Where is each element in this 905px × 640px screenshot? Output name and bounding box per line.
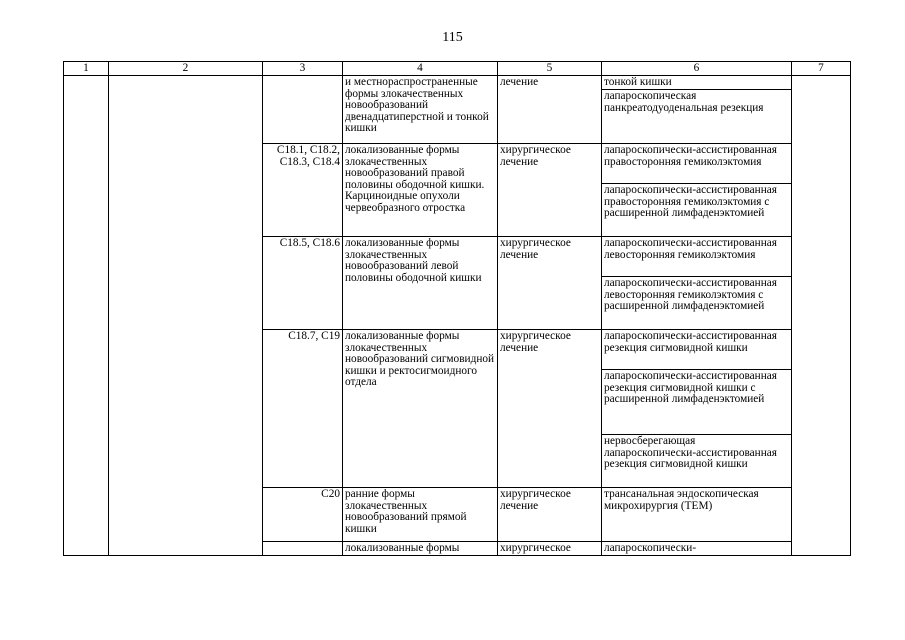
cell-method: лапароскопически-: [602, 542, 792, 556]
cell-treatment: хирургическое лечение: [498, 237, 602, 330]
cell-col7: [792, 76, 851, 556]
cell-treatment: хирургическое лечение: [498, 330, 602, 488]
column-number: 1: [64, 62, 109, 76]
cell-form: и местнораспространенные формы злокачественных новообразований двенадцатиперстной и тонкой кишки: [343, 76, 498, 144]
cell-method: нервосберегающая лапароскопически-ассистированная резекция сигмовидной кишки: [602, 435, 792, 488]
cell-form: локализованные формы: [343, 542, 498, 556]
cell-col2: [109, 76, 263, 556]
cell-codes: C18.7, C19: [263, 330, 343, 488]
cell-form: локализованные формы злокачественных новообразований сигмовидной кишки и ректосигмоидного отдела: [343, 330, 498, 488]
column-number: 4: [343, 62, 498, 76]
page-number: 115: [442, 30, 463, 45]
cell-treatment: хирургическое лечение: [498, 144, 602, 237]
cell-form: локализованные формы злокачественных новообразований правой половины ободочной кишки. Карциноидные опухоли червеобразного отростка: [343, 144, 498, 237]
cell-method: лапароскопическая панкреатодуоденальная резекция: [602, 90, 792, 144]
column-number: 6: [602, 62, 792, 76]
cell-method: лапароскопически-ассистированная резекция сигмовидной кишки с расширенной лимфаденэктомией: [602, 370, 792, 435]
cell-treatment: лечение: [498, 76, 602, 144]
cell-method: лапароскопически-ассистированная левосторонняя гемиколэктомия: [602, 237, 792, 277]
cell-treatment: хирургическое лечение: [498, 488, 602, 542]
column-number: 3: [263, 62, 343, 76]
cell-form: ранние формы злокачественных новообразований прямой кишки: [343, 488, 498, 542]
cell-method: лапароскопически-ассистированная резекция сигмовидной кишки: [602, 330, 792, 370]
cell-method: лапароскопически-ассистированная правосторонняя гемиколэктомия с расширенной лимфаденэктомией: [602, 184, 792, 237]
column-number-row: [64, 62, 851, 76]
cell-method: трансанальная эндоскопическая микрохирургия (ТЕМ): [602, 488, 792, 542]
column-number: 5: [498, 62, 602, 76]
cell-treatment: хирургическое: [498, 542, 602, 556]
cell-codes: [263, 542, 343, 556]
cell-col1: [64, 76, 109, 556]
cell-method: лапароскопически-ассистированная правосторонняя гемиколэктомия: [602, 144, 792, 184]
column-number: 2: [109, 62, 263, 76]
cell-method: лапароскопически-ассистированная левосторонняя гемиколэктомия с расширенной лимфаденэктомией: [602, 277, 792, 330]
cell-codes: C20: [263, 488, 343, 542]
cell-codes: C18.1, C18.2, C18.3, C18.4: [263, 144, 343, 237]
cell-codes: [263, 76, 343, 144]
medical-care-table: [63, 61, 851, 556]
column-number: 7: [792, 62, 851, 76]
table-row: [64, 76, 851, 90]
cell-method: тонкой кишки: [602, 76, 792, 90]
cell-codes: C18.5, C18.6: [263, 237, 343, 330]
cell-form: локализованные формы злокачественных новообразований левой половины ободочной кишки: [343, 237, 498, 330]
